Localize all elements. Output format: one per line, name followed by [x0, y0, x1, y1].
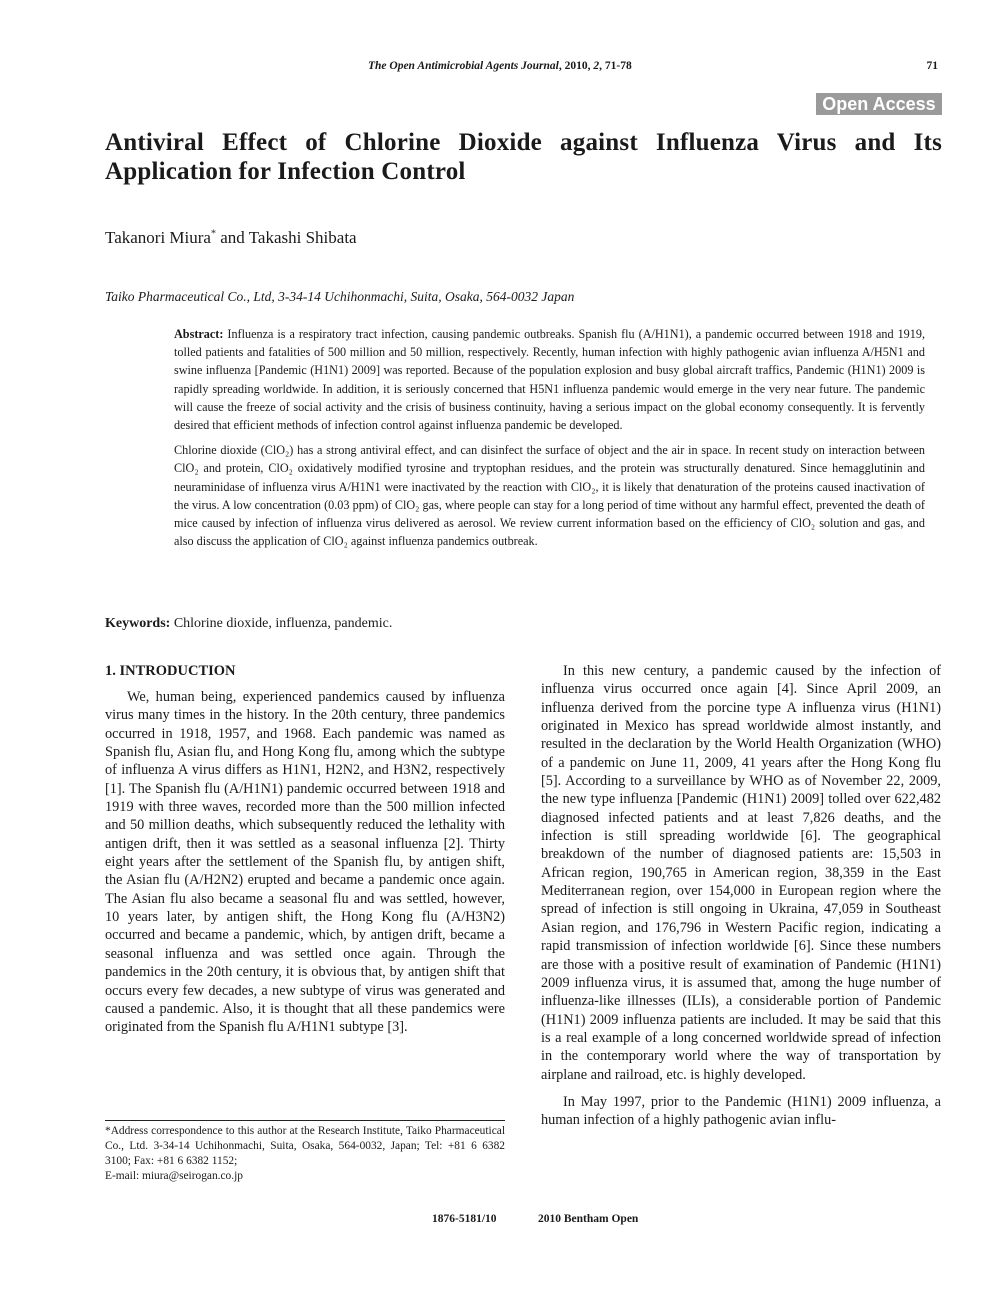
page-number: 71 [926, 60, 938, 72]
affiliation: Taiko Pharmaceutical Co., Ltd, 3-34-14 Uchihonmachi, Suita, Osaka, 564-0032 Japan [105, 289, 575, 304]
corresponding-author-mark: * [210, 228, 216, 240]
author-separator: and [215, 228, 249, 247]
running-head [0, 60, 1000, 76]
abstract-paragraph: Chlorine dioxide (ClO₂) has a strong antiviral effect, and can disinfect the surface of object and the air in space. In recent study on interaction between ClO₂ and protein, ClO₂ oxidatively modified tyrosine and tryptophan residues, and the protein was structurally denatured. Since hemagglutinin and neuraminidase of influenza virus A/H1N1 were inactivated by the reaction with ClO₂, it is likely that denaturation of the proteins caused inactivation of the virus. A low concentration (0.03 ppm) of ClO₂ gas, where people can stay for a long period of time without any harmful effect, prevented the death of mice caused by infection of influenza virus delivered as aerosol. We review current information based on the efficiency of ClO₂ solution and gas, and also discuss the application of ClO₂ against influenza pandemics outbreak. [174, 443, 925, 549]
body-paragraph: In May 1997, prior to the Pandemic (H1N1) 2009 influenza, a human infection of a highly pathogenic avian influ- [541, 1093, 941, 1129]
abstract-text: Influenza is a respiratory tract infection, causing pandemic outbreaks. Spanish flu (A/H1N1), a pandemic occurred between 1918 and 1919, tolled patients and fatalities of 500 million and 50 million, respectively. Recently, human infection with highly pathogenic avian influenza A/H5N1 and swine influenza [Pandemic (H1N1) 2009] was reported. Because of the population explosion and busy global aircraft traffics, Pandemic (H1N1) 2009 is rapidly spreading worldwide. In addition, it is seriously concerned that H5N1 influenza pandemic would emerge in the very near future. The pandemic will cause the freeze of social activity and the crisis of business continuity, having a serious impact on the global economy consequently. It is fervently desired that efficient methods of infection control against influenza pandemic be developed. [174, 327, 925, 433]
keywords-text: Chlorine dioxide, influenza, pandemic. [170, 616, 393, 631]
abstract-paragraph [174, 325, 925, 434]
journal-pages: 71-78 [604, 60, 632, 72]
author-name: Takashi Shibata [248, 228, 357, 247]
keywords-label: Keywords: [105, 616, 171, 631]
footnote-text: *Address correspondence to this author at the Research Institute, Taiko Pharmaceutical Co., Ltd. 3-34-14 Uchihonmachi, Suita, Osaka, 564-0032, Japan; Tel: +81 6 6382 3100; Fax: +81 6 6382 1152; [105, 1125, 505, 1167]
article-title: Antiviral Effect of Chlorine Dioxide against Influenza Virus and Its Application for Infection Control [105, 129, 942, 185]
footnote-email[interactable]: E-mail: miura@seirogan.co.jp [105, 1170, 243, 1182]
body-paragraph: We, human being, experienced pandemics caused by influenza virus many times in the history. In the 20th century, three pandemics occurred in 1918, 1957, and 1968. Each pandemic was named as Spanish flu, Asian flu, and Hong Kong flu, among which the subtype of influenza A virus differs as H1N1, H2N2, and H3N2, respectively [1]. The Spanish flu (A/H1N1) pandemic occurred between 1918 and 1919 with three waves, recorded more than the 500 million infected and 50 million deaths, which subsequently reduced the lethality with antigen drift, then it was settled as a seasonal influenza [2]. Thirty eight years after the settlement of the Spanish flu, by antigen shift, the Asian flu (A/H2N2) erupted and became a pandemic once again. The Asian flu also became a seasonal flu and was settled, however, 10 years later, by antigen shift, the Hong Kong flu (A/H3N2) occurred and became a pandemic, which, by antigen drift, became a seasonal influenza and was settled once again. Through the pandemics in the 20th century, it is obvious that, by antigen shift that occurs every few decades, a new subtype of virus was generated and caused a pandemic. Also, it is thought that all these pandemics were originated from the Spanish flu A/H1N1 subtype [3]. [105, 689, 505, 1036]
open-access-badge: Open Access [816, 93, 942, 115]
author-name: Takanori Miura [105, 228, 211, 247]
left-column [105, 662, 505, 1046]
body-paragraph: In this new century, a pandemic caused by the infection of influenza virus occurred once again [4]. Since April 2009, an influenza derived from the porcine type A influenza virus (H1N1) originated in Mexico has spread worldwide almost instantly, and resulted in the declaration by the World Health Organization (WHO) of a pandemic on June 11, 2009, 41 years after the Hong Kong flu [5]. According to a surveillance by WHO as of November 22, 2009, the new type influenza [Pandemic (H1N1) 2009] tolled over 622,482 diagnosed infected patients and at least 7,826 deaths, and the infection is still spreading worldwide [6]. The geographical breakdown of the number of diagnosed patients are: 15,503 in African region, 190,765 in American region, 38,359 in the East Mediterranean region, over 154,000 in European region where the spread of infection is still ongoing in Ukraina, 47,059 in Southeast Asian region, and 176,796 in Western Pacific region, indicating a rapid transmission of infection worldwide [6]. Since these numbers are those with a positive result of examination of Pandemic (H1N1) 2009 influenza virus, it is assumed that, among the huge number of influenza-like illnesses (ILIs), a considerable portion of Pandemic (H1N1) 2009 influenza patients are included. It may be said that this is a real example of a long concerned worldwide spread of infection in the contemporary world where the way of transportation by airplane and railroad, etc. is highly developed. [541, 663, 941, 1083]
section-heading: 1. INTRODUCTION [105, 663, 236, 679]
publisher: 2010 Bentham Open [538, 1213, 639, 1225]
journal-year: 2010 [564, 60, 588, 72]
issn: 1876-5181/10 [432, 1213, 497, 1225]
journal-volume: 2 [593, 60, 600, 72]
right-column [541, 662, 941, 1139]
journal-citation: The Open Antimicrobial Agents Journal, 2010, 2, 71-78 [368, 60, 632, 72]
abstract-label: Abstract: [174, 327, 224, 341]
correspondence-footnote [105, 1120, 505, 1184]
abstract [174, 325, 925, 557]
author-list [105, 228, 357, 248]
keywords [105, 616, 392, 632]
journal-name: The Open Antimicrobial Agents Journal [368, 60, 559, 72]
